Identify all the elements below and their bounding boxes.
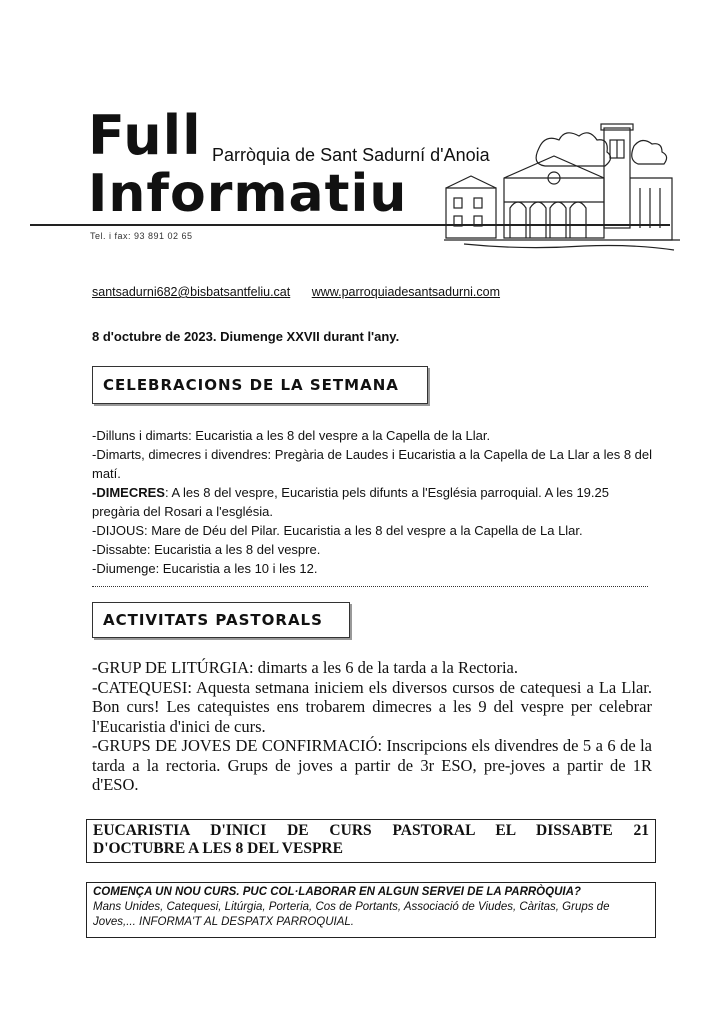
contact-links <box>92 284 518 300</box>
celebracio-item: -Dilluns i dimarts: Eucaristia a les 8 del vespre a la Capella de la Llar. <box>92 428 491 443</box>
info-text: Mans Unides, Catequesi, Litúrgia, Porteria, Cos de Portants, Associació de Viudes, Càritas, Grups de Joves,... INFORMA'T AL DESPATX PARROQUIAL. <box>93 901 610 928</box>
info-question: COMENÇA UN NOU CURS. PUC COL·LABORAR EN ALGUN SERVEI DE LA PARRÒQUIA? <box>93 886 581 898</box>
activitats-heading: ACTIVITATS PASTORALS <box>92 602 350 638</box>
celebracio-item: -Dimarts, dimecres i divendres: Pregària de Laudes i Eucaristia a la Capella de La Llar a les 8 del matí. <box>92 447 653 481</box>
celebracio-item: -DIJOUS: Mare de Déu del Pilar. Eucaristia a les 8 del vespre a la Capella de La Llar. <box>92 523 583 538</box>
activitat-item: -CATEQUESI: Aquesta setmana iniciem els diversos cursos de catequesi a La Llar. Bon curs! Les catequistes ens trobarem dimecres a les 9 del vespre per celebrar l'Eucaristia d'inici de curs. <box>92 677 652 736</box>
eucaristia-notice-line1: EUCARISTIA D'INICI DE CURS PASTORAL EL DISSABTE 21 <box>93 822 649 839</box>
celebracio-item: -DIMECRES: A les 8 del vespre, Eucaristia pels difunts a l'Església parroquial. A les 19.25 pregària del Rosari a l'església. <box>92 485 609 519</box>
website-link[interactable]: www.parroquiadesantsadurni.com <box>311 285 501 299</box>
church-illustration <box>444 118 680 256</box>
celebracions-list <box>92 426 652 578</box>
activitats-list <box>92 658 652 795</box>
activitat-item: -GRUPS DE JOVES DE CONFIRMACIÓ: Inscripcions els divendres de 5 a 6 de la tarda a la rectoria. Grups de joves a partir de 3r ESO, pre-joves a partir de 1R d'ESO. <box>92 736 652 794</box>
title-full: Full <box>88 104 202 167</box>
dotted-divider <box>92 586 648 587</box>
celebracio-item: -Dissabte: Eucaristia a les 8 del vespre. <box>92 542 321 557</box>
date-line: 8 d'octubre de 2023. Diumenge XXVII durant l'any. <box>92 329 400 344</box>
eucaristia-notice-line2: D'OCTUBRE A LES 8 DEL VESPRE <box>93 840 343 857</box>
info-box <box>86 882 656 938</box>
celebracions-heading: CELEBRACIONS DE LA SETMANA <box>92 366 428 404</box>
eucaristia-notice <box>86 819 656 863</box>
parish-name: Parròquia de Sant Sadurní d'Anoia <box>212 145 490 165</box>
activitat-item: -GRUP DE LITÚRGIA: dimarts a les 6 de la tarda a la Rectoria. <box>92 658 518 677</box>
phone-fax: Tel. i fax: 93 891 02 65 <box>90 231 193 241</box>
title-informatiu: Informatiu <box>88 164 408 224</box>
email-link[interactable]: santsadurni682@bisbatsantfeliu.cat <box>92 285 291 299</box>
celebracio-item: -Diumenge: Eucaristia a les 10 i les 12. <box>92 561 318 576</box>
